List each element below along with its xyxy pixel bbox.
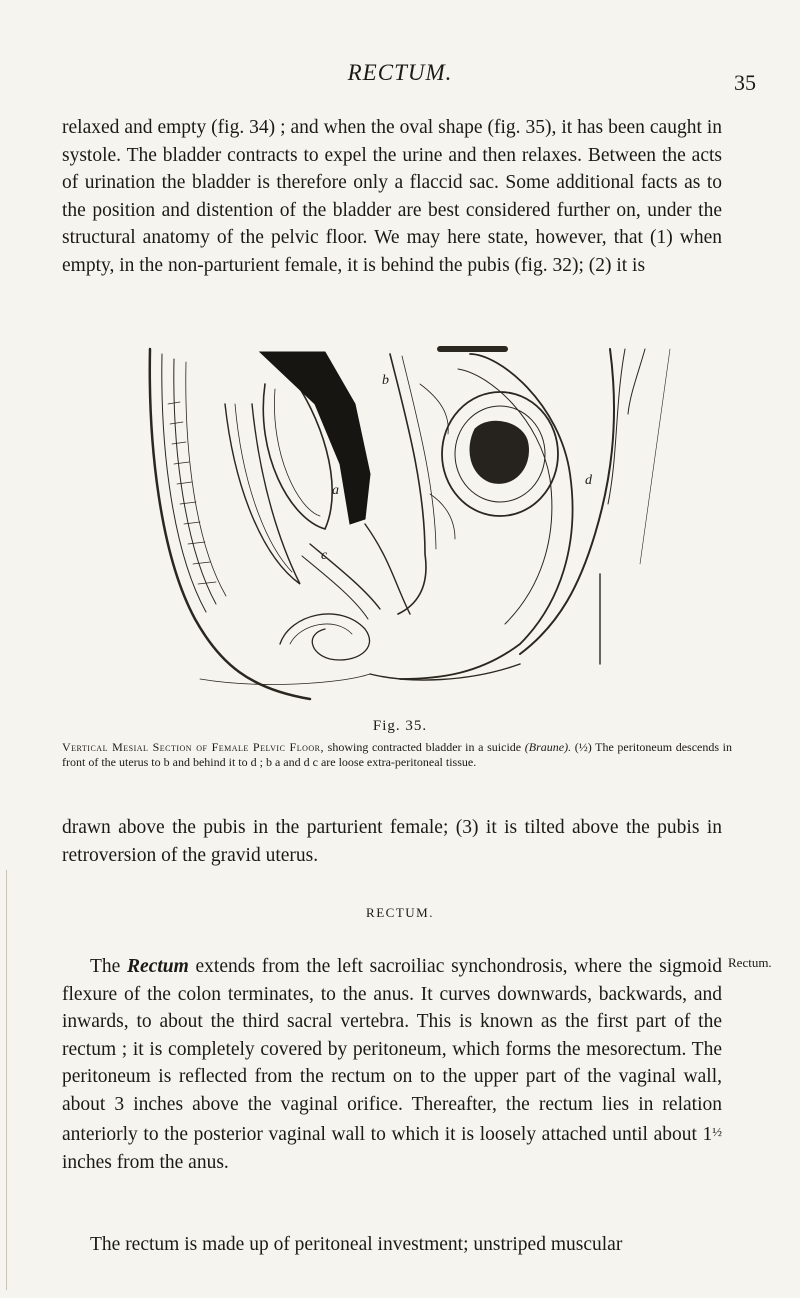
caption-rest: showing contracted bladder in a suicide xyxy=(324,740,522,754)
running-title: RECTUM. xyxy=(347,60,453,85)
page-number: 35 xyxy=(734,70,756,95)
label-d: d xyxy=(585,473,592,488)
paragraph-rectum-structure: The rectum is made up of peritoneal investment; unstriped muscular xyxy=(90,1234,623,1255)
label-a: a xyxy=(332,483,339,498)
caption-author: (Braune). xyxy=(524,740,572,754)
pelvic-section-illustration xyxy=(140,344,680,714)
margin-note: Rectum. xyxy=(728,955,772,970)
rectum-tail: inches from the anus. xyxy=(62,1151,229,1173)
caption-title: Vertical Mesial Section of Female Pelvic Floor, xyxy=(62,740,325,754)
paragraph-bladder-positions: drawn above the pubis in the parturient female; (3) it is tilted above the pubis in retroversion of the gravid uterus. xyxy=(62,817,722,866)
anatomical-engraving xyxy=(140,344,680,714)
figure-label: Fig. 35. xyxy=(372,718,428,734)
label-b: b xyxy=(382,373,389,388)
page-edge-line xyxy=(6,870,7,1290)
rectum-term: Rectum xyxy=(127,956,189,977)
label-c: c xyxy=(321,548,328,563)
paragraph-bladder-intro: relaxed and empty (fig. 34) ; and when the oval shape (fig. 35), it has been caught in systole. The bladder contracts to expel the urine and then relaxes. Between the acts of urination the bladder is therefore only a flaccid sac. Some additional facts as to the position and distention of the bladder are best considered further on, under the structural anatomy of the pelvic floor. We may here state, however, that (1) when empty, in the non-parturient female, it is behind the pubis (fig. 32); (2) it is xyxy=(62,117,722,276)
paragraph-rectum-description xyxy=(62,953,722,1176)
rectum-lead: The xyxy=(90,956,121,977)
rectum-body: extends from the left sacroiliac synchondrosis, where the sigmoid flexure of the colon terminates, to the anus. It curves downwards, backwards, and inwards, to about the third sacral vertebra. This is known as the first part of the rectum ; it is completely covered by peritoneum, which forms the mesorectum. The peritoneum is reflected from the rectum on to the upper part of the vaginal wall, about 3 inches above the vaginal orifice. Thereafter, the rectum lies in relation anteriorly to the posterior vaginal wall to which it is loosely attached until about 1 xyxy=(62,956,722,1145)
caption-body: (½) The peritoneum descends in front of the uterus to b and behind it to d ; b a and d c are loose extra-peritoneal tissue. xyxy=(62,740,733,769)
section-heading: RECTUM. xyxy=(366,905,434,920)
fraction: ½ xyxy=(712,1124,722,1139)
figure-caption xyxy=(62,740,732,769)
